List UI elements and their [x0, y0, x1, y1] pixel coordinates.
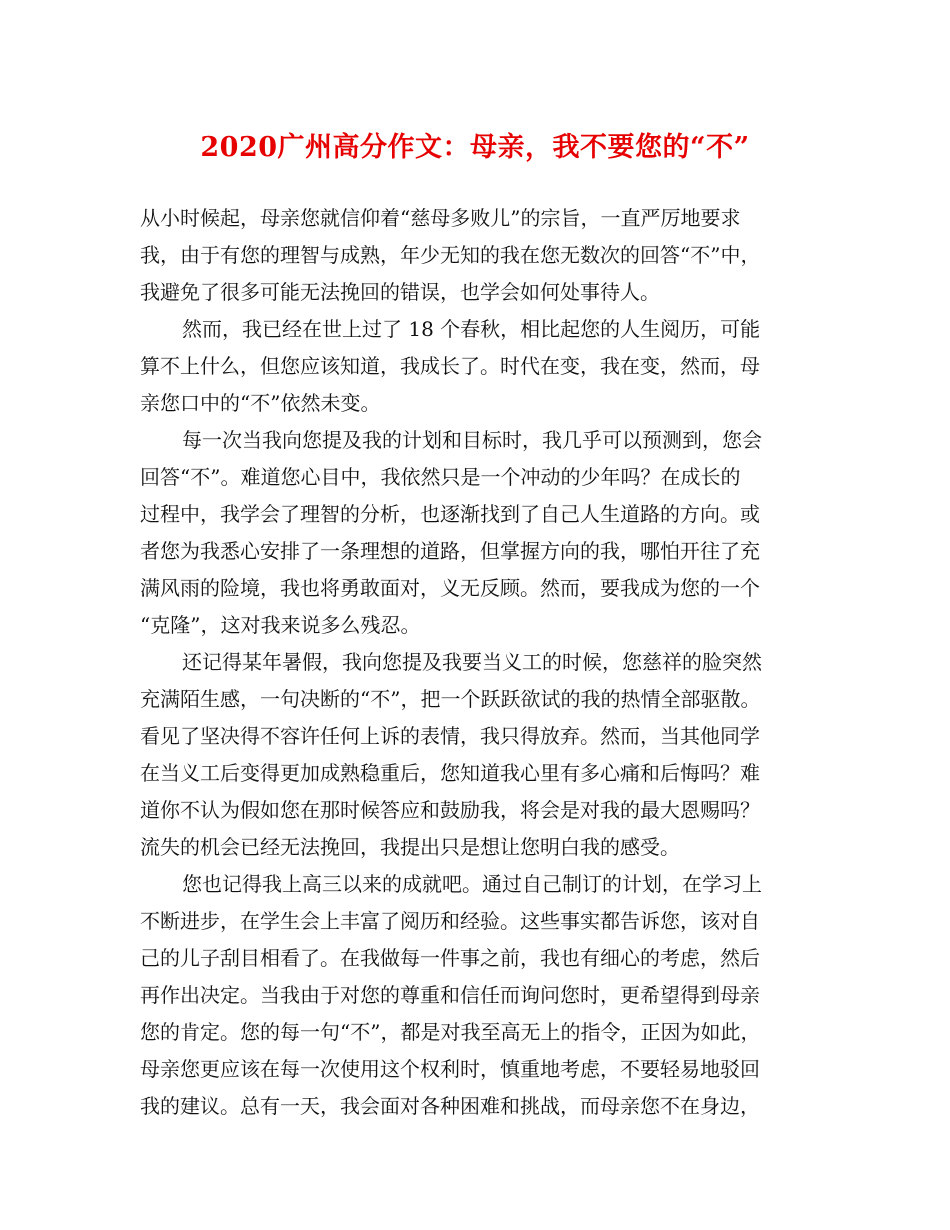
text-line: 满风雨的险境，我也将勇敢面对，义无反顾。然而，要我成为您的一个 [140, 576, 760, 600]
text-line: 母亲您更应该在每一次使用这个权利时，慎重地考虑，不要轻易地驳回 [140, 1057, 760, 1081]
text-line: 过程中，我学会了理智的分析，也逐渐找到了自己人生道路的方向。或 [140, 502, 760, 526]
text-line: 我的建议。总有一天，我会面对各种困难和挑战，而母亲您不在身边， [140, 1094, 760, 1118]
text-line: 看见了坚决得不容许任何上诉的表情，我只得放弃。然而，当其他同学 [140, 724, 760, 748]
text-line: 者您为我悉心安排了一条理想的道路，但掌握方向的我，哪怕开往了充 [140, 539, 760, 563]
text-line: 算不上什么，但您应该知道，我成长了。时代在变，我在变，然而，母 [140, 354, 760, 378]
text-line: 不断进步，在学生会上丰富了阅历和经验。这些事实都告诉您，该对自 [140, 909, 760, 933]
document-title: 2020广州高分作文：母亲，我不要您的“不” [200, 132, 750, 163]
text-line: 再作出决定。当我由于对您的尊重和信任而询问您时，更希望得到母亲 [140, 983, 760, 1007]
text-line: 然而，我已经在世上过了 18 个春秋，相比起您的人生阅历，可能 [182, 317, 761, 341]
text-line: 您也记得我上高三以来的成就吧。通过自己制订的计划，在学习上 [182, 872, 762, 896]
text-line: 还记得某年暑假，我向您提及我要当义工的时候，您慈祥的脸突然 [182, 650, 762, 674]
text-line: 您的肯定。您的每一句“不”，都是对我至高无上的指令，正因为如此， [140, 1020, 761, 1044]
text-line: 流失的机会已经无法挽回，我提出只是想让您明白我的感受。 [140, 835, 680, 859]
text-line: 亲您口中的“不”依然未变。 [140, 391, 381, 415]
text-line: 道你不认为假如您在那时候答应和鼓励我，将会是对我的最大恩赐吗？ [140, 798, 760, 822]
document-body [140, 200, 820, 1125]
text-line: 己的儿子刮目相看了。在我做每一件事之前，我也有细心的考虑，然后 [140, 946, 760, 970]
text-line: 从小时候起，母亲您就信仰着“慈母多败儿”的宗旨，一直严厉地要求 [140, 206, 741, 230]
text-line: 在当义工后变得更加成熟稳重后，您知道我心里有多心痛和后悔吗？难 [140, 761, 760, 785]
text-line: “克隆”，这对我来说多么残忍。 [140, 613, 421, 637]
text-line: 每一次当我向您提及我的计划和目标时，我几乎可以预测到，您会 [182, 428, 762, 452]
text-line: 我避免了很多可能无法挽回的错误，也学会如何处事待人。 [140, 280, 660, 304]
text-line: 我，由于有您的理智与成熟，年少无知的我在您无数次的回答“不”中， [140, 243, 761, 267]
text-line: 回答“不”。难道您心目中，我依然只是一个冲动的少年吗？在成长的 [140, 465, 741, 489]
text-line: 充满陌生感，一句决断的“不”，把一个跃跃欲试的我的热情全部驱散。 [140, 687, 761, 711]
